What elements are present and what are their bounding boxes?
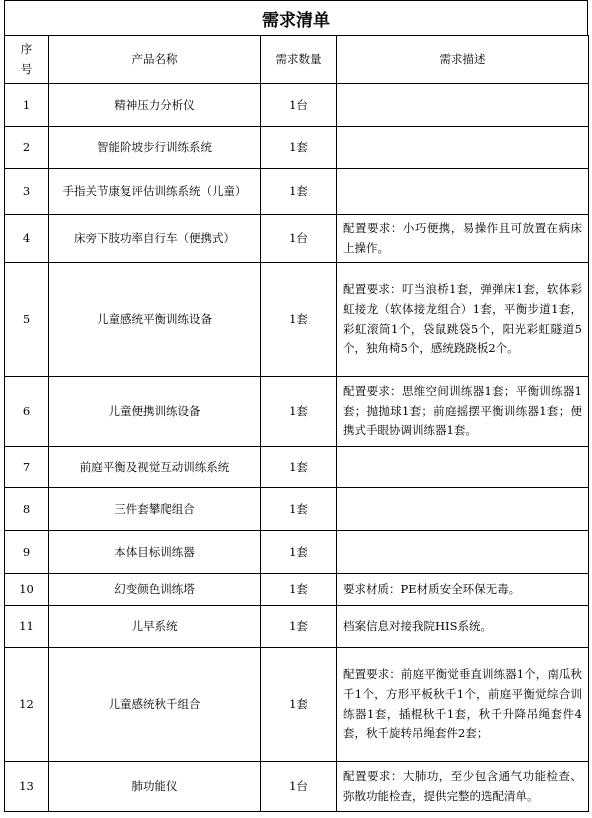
document-title: 需求清单 <box>4 0 588 36</box>
description: 配置要求：小巧便携，易操作且可放置在病床上操作。 <box>337 215 589 263</box>
header-no: 序号 <box>5 36 49 84</box>
product-name: 前庭平衡及视觉互动训练系统 <box>49 447 261 488</box>
row-number: 4 <box>5 215 49 263</box>
description: 配置要求：前庭平衡觉垂直训练器1个，南瓜秋千1个，方形平板秋千1个，前庭平衡觉综合训练器1套，插棍秋千1套，秋千升降吊绳套件4套，秋千旋转吊绳套件2套； <box>337 648 589 762</box>
table-row <box>5 377 589 447</box>
row-number: 8 <box>5 488 49 531</box>
product-name: 智能阶坡步行训练系统 <box>49 127 261 169</box>
table-row <box>5 488 589 531</box>
requirements-table <box>4 35 589 812</box>
row-number: 5 <box>5 263 49 377</box>
description: 配置要求：大肺功，至少包含通气功能检查、弥散功能检查，提供完整的选配清单。 <box>337 762 589 812</box>
row-number: 6 <box>5 377 49 447</box>
row-number: 10 <box>5 574 49 606</box>
row-number: 13 <box>5 762 49 812</box>
description: 档案信息对接我院HIS系统。 <box>337 606 589 648</box>
row-number: 2 <box>5 127 49 169</box>
table-row <box>5 606 589 648</box>
description <box>337 488 589 531</box>
product-name: 儿早系统 <box>49 606 261 648</box>
description <box>337 169 589 215</box>
quantity: 1套 <box>261 377 337 447</box>
product-name: 儿童感统平衡训练设备 <box>49 263 261 377</box>
quantity: 1套 <box>261 127 337 169</box>
table-row <box>5 263 589 377</box>
product-name: 儿童便携训练设备 <box>49 377 261 447</box>
quantity: 1套 <box>261 648 337 762</box>
product-name: 肺功能仪 <box>49 762 261 812</box>
quantity: 1套 <box>261 263 337 377</box>
table-header-row <box>5 36 589 84</box>
product-name: 幻变颜色训练塔 <box>49 574 261 606</box>
header-name: 产品名称 <box>49 36 261 84</box>
table-row <box>5 127 589 169</box>
table-row <box>5 447 589 488</box>
description: 配置要求：思维空间训练器1套；平衡训练器1套；抛抛球1套；前庭摇摆平衡训练器1套；便携式手眼协调训练器1套。 <box>337 377 589 447</box>
quantity: 1套 <box>261 574 337 606</box>
row-number: 3 <box>5 169 49 215</box>
quantity: 1台 <box>261 762 337 812</box>
product-name: 手指关节康复评估训练系统（儿童） <box>49 169 261 215</box>
quantity: 1台 <box>261 84 337 127</box>
description <box>337 447 589 488</box>
row-number: 11 <box>5 606 49 648</box>
quantity: 1套 <box>261 488 337 531</box>
header-desc: 需求描述 <box>337 36 589 84</box>
table-row <box>5 648 589 762</box>
table-row <box>5 169 589 215</box>
quantity: 1套 <box>261 606 337 648</box>
table-row <box>5 762 589 812</box>
product-name: 本体目标训练器 <box>49 531 261 574</box>
table-row <box>5 215 589 263</box>
row-number: 1 <box>5 84 49 127</box>
product-name: 精神压力分析仪 <box>49 84 261 127</box>
row-number: 12 <box>5 648 49 762</box>
description <box>337 531 589 574</box>
quantity: 1套 <box>261 447 337 488</box>
quantity: 1台 <box>261 215 337 263</box>
description: 要求材质：PE材质安全环保无毒。 <box>337 574 589 606</box>
quantity: 1套 <box>261 169 337 215</box>
product-name: 三件套攀爬组合 <box>49 488 261 531</box>
table-row <box>5 531 589 574</box>
product-name: 儿童感统秋千组合 <box>49 648 261 762</box>
header-qty: 需求数量 <box>261 36 337 84</box>
table-row <box>5 84 589 127</box>
row-number: 9 <box>5 531 49 574</box>
description <box>337 127 589 169</box>
table-row <box>5 574 589 606</box>
description <box>337 84 589 127</box>
row-number: 7 <box>5 447 49 488</box>
description: 配置要求：叮当浪桥1套，弹弹床1套，软体彩虹接龙（软体接龙组合）1套，平衡步道1套，彩虹滚筒1个，袋鼠跳袋5个，阳光彩虹隧道5个，独角椅5个，感统跷跷板2个。 <box>337 263 589 377</box>
quantity: 1套 <box>261 531 337 574</box>
product-name: 床旁下肢功率自行车（便携式） <box>49 215 261 263</box>
